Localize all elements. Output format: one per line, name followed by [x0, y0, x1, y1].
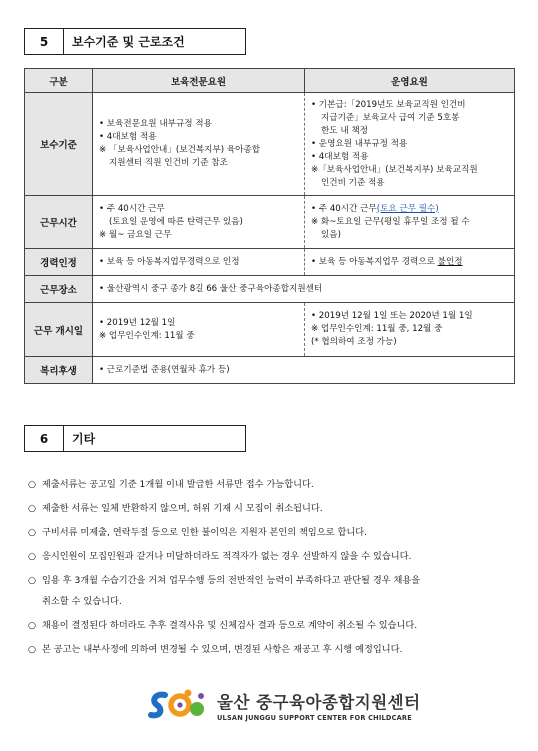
- circle-bullet-icon: ○: [28, 575, 37, 586]
- section-title: 보수기준 및 근로조건: [64, 28, 246, 55]
- section-title: 기타: [64, 425, 246, 452]
- working-conditions-table: [24, 68, 515, 384]
- circle-bullet-icon: ○: [28, 551, 37, 562]
- cell-line: 지급기준」보육교사 급여 기준 5호봉: [321, 112, 460, 123]
- welfare-cell: [93, 357, 515, 384]
- cell-line: • 4대보험 적용: [311, 151, 369, 162]
- cell-line: • 주 40시간 근무: [99, 203, 165, 214]
- table-row: [25, 276, 515, 303]
- notes-list: [28, 478, 518, 667]
- cell-line: • 운영요원 내부규정 적용: [311, 138, 408, 149]
- cell-line: • 기본급:「2019년도 보육교직원 인건비: [311, 99, 466, 110]
- circle-bullet-icon: ○: [28, 479, 37, 490]
- cell-line: [311, 256, 508, 269]
- note-text-line: 임용 후 3개월 수습기간을 거쳐 업무수행 등의 전반적인 능력이 부족하다고 판단될 경우 채용을: [42, 575, 421, 586]
- hours-operations-cell: [305, 196, 515, 249]
- table-row: [25, 303, 515, 357]
- career-specialist-cell: [93, 249, 305, 276]
- list-item: [28, 619, 518, 633]
- center-logo: [143, 685, 421, 725]
- logo-name-english: ULSAN JUNGGU SUPPORT CENTER FOR CHILDCARE: [217, 713, 412, 722]
- row-label: 경력인정: [25, 249, 93, 276]
- list-item: [28, 574, 518, 609]
- list-item: [28, 526, 518, 540]
- hours-specialist-cell: [93, 196, 305, 249]
- start-date-operations-cell: [305, 303, 515, 357]
- note-text: [42, 574, 420, 609]
- cell-line: • 2019년 12월 1일 또는 2020년 1월 1일: [311, 311, 473, 321]
- circle-bullet-icon: ○: [28, 620, 37, 631]
- table-row: [25, 196, 515, 249]
- cell-line: 있음): [321, 229, 341, 240]
- cell-line: • 2019년 12월 1일: [99, 317, 176, 328]
- salary-specialist-cell: [93, 93, 305, 196]
- note-text: 본 공고는 내부사정에 의하여 변경될 수 있으며, 변경된 사항은 재공고 후 시행 예정입니다.: [42, 644, 403, 655]
- cell-line: ※ 업무인수인계: 11월 중, 12월 중: [311, 324, 443, 334]
- cell-line: 한도 내 책정: [321, 125, 368, 136]
- header-category: 구분: [25, 69, 93, 93]
- cell-line: (토요일 운영에 따른 탄력근무 있음): [109, 216, 243, 227]
- table-row: [25, 249, 515, 276]
- circle-bullet-icon: ○: [28, 503, 37, 514]
- logo-text: [217, 689, 421, 722]
- circle-bullet-icon: ○: [28, 644, 37, 655]
- career-text: • 보육 등 아동복지업무 경력으로: [311, 256, 438, 267]
- note-text-continuation: 취소할 수 있습니다.: [42, 596, 122, 607]
- note-text: 채용이 결정된다 하더라도 추후 결격사유 및 신체검사 결과 등으로 계약이 취소될 수 있습니다.: [42, 620, 418, 631]
- note-text: 제출한 서류는 일체 반환하지 않으며, 허위 기재 시 모집이 취소됩니다.: [42, 503, 323, 514]
- row-label: 근무시간: [25, 196, 93, 249]
- table-header-row: [25, 69, 515, 93]
- section-6-header: [24, 425, 246, 452]
- table-row: [25, 93, 515, 196]
- cell-line: • 4대보험 적용: [99, 132, 157, 142]
- header-operations-staff: 운영요원: [305, 69, 515, 93]
- saturday-required-note: (토요 근무 필수): [376, 203, 439, 214]
- career-operations-cell: [305, 249, 515, 276]
- cell-line: ※「보육사업안내」(보건복지부) 보육교직원: [311, 164, 478, 175]
- row-label: 근무장소: [25, 276, 93, 303]
- hours-text: • 주 40시간 근무: [311, 203, 377, 214]
- table-row: [25, 357, 515, 384]
- cell-line: ※ 업무인수인계: 11월 중: [99, 330, 195, 341]
- cell-line: ※ 화~토요일 근무(평일 휴무일 조정 될 수: [311, 216, 470, 227]
- logo-mark-icon: [143, 685, 213, 725]
- salary-operations-cell: [305, 93, 515, 196]
- not-recognized-text: 불인정: [437, 256, 463, 267]
- section-number: 5: [24, 28, 64, 55]
- list-item: [28, 643, 518, 657]
- cell-line: (* 협의하여 조정 가능): [311, 337, 397, 347]
- workplace-cell: [93, 276, 515, 303]
- cell-line: • 근로기준법 준용(연월차 휴가 등): [99, 364, 230, 375]
- header-childcare-specialist: 보육전문요원: [93, 69, 305, 93]
- cell-line: 인건비 기준 적용: [321, 177, 385, 188]
- start-date-specialist-cell: [93, 303, 305, 357]
- cell-line: 지원센터 직원 인건비 기준 참조: [109, 158, 228, 168]
- cell-line: • 보육 등 아동복지업무경력으로 인정: [99, 256, 240, 267]
- row-label: 보수기준: [25, 93, 93, 196]
- cell-line: • 보육전문요원 내부규정 적용: [99, 119, 212, 129]
- row-label: 근무 개시일: [25, 303, 93, 357]
- circle-bullet-icon: ○: [28, 527, 37, 538]
- note-text: 구비서류 미제출, 연락두절 등으로 인한 불이익은 지원자 본인의 책임으로 합니다.: [42, 527, 368, 538]
- note-text: 제출서류는 공고일 기준 1개월 이내 발급한 서류만 접수 가능합니다.: [42, 479, 314, 490]
- cell-line: • 울산광역시 중구 종가 8길 66 울산 중구육아종합지원센터: [99, 283, 323, 294]
- logo-name-korean: 울산 중구육아종합지원센터: [217, 692, 421, 712]
- section-5-header: [24, 28, 246, 55]
- note-text: 응시인원이 모집인원과 같거나 미달하더라도 적격자가 없는 경우 선발하지 않을 수 있습니다.: [42, 551, 412, 562]
- cell-line: ※ 월~ 금요일 근무: [99, 229, 172, 240]
- cell-line: ※ 「보육사업안내」(보건복지부) 육아종합: [99, 145, 261, 155]
- row-label: 복리후생: [25, 357, 93, 384]
- cell-line: [311, 203, 508, 216]
- list-item: [28, 502, 518, 516]
- section-number: 6: [24, 425, 64, 452]
- list-item: [28, 478, 518, 492]
- list-item: [28, 550, 518, 564]
